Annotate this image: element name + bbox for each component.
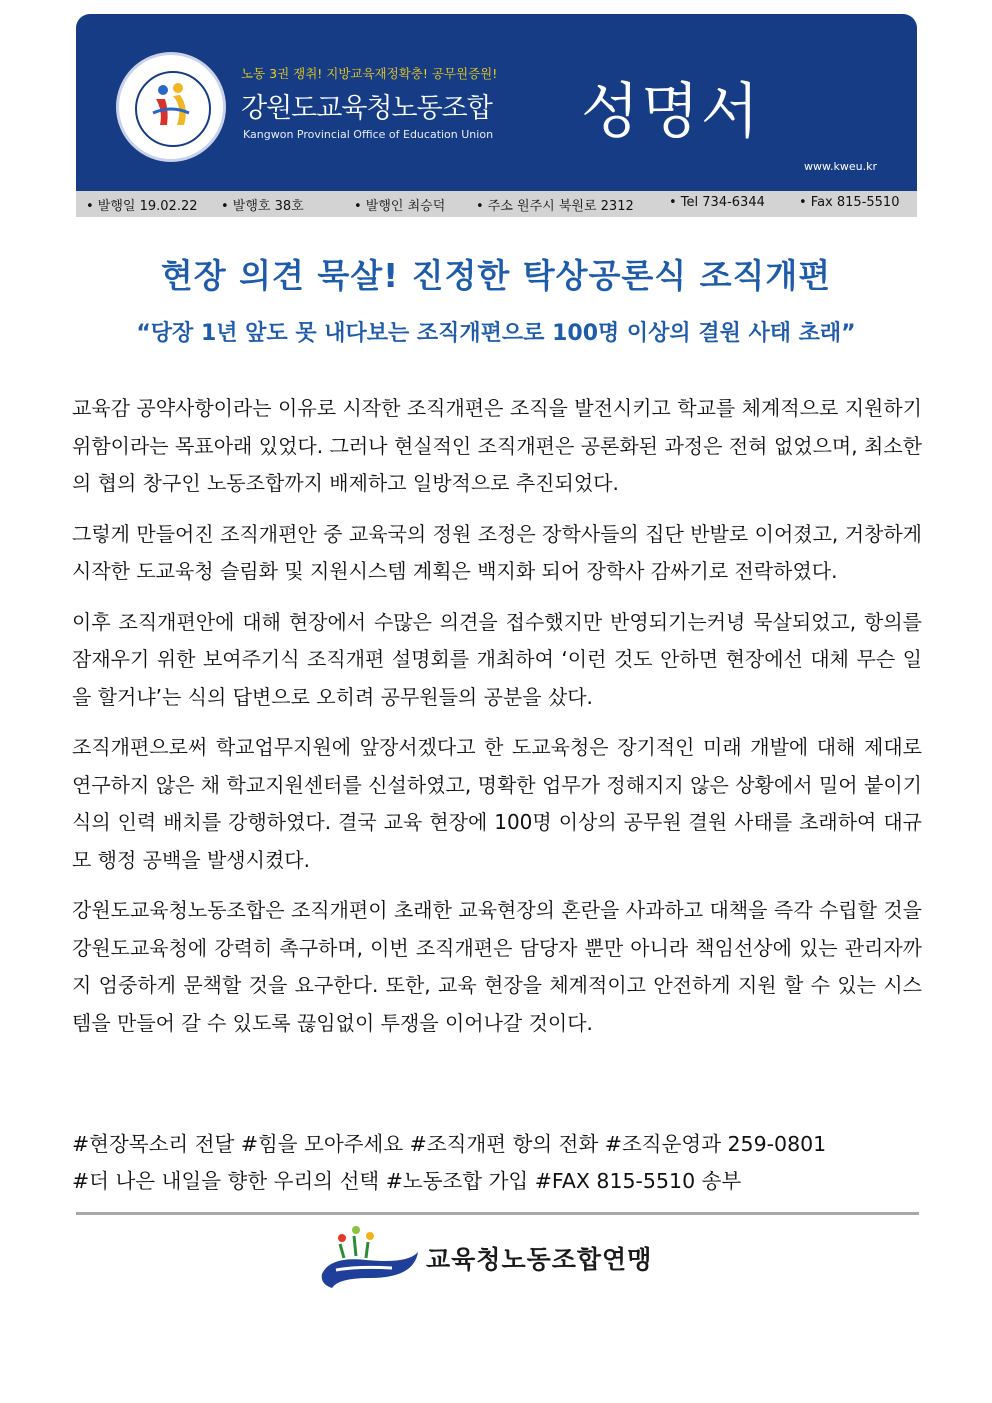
publication-info-bar — [76, 191, 917, 217]
federation-name: 교육청노동조합연맹 — [426, 1245, 653, 1274]
paragraph: 교육감 공약사항이라는 이유로 시작한 조직개편은 조직을 발전시키고 학교를 체계적으로 지원하기 위함이라는 목표아래 있었다. 그러나 현실적인 조직개편은 공론화된 과정은 전혀 없었으며, 최소한의 협의 창구인 노동조합까지 배제하고 일방적으로 추진되었다. — [72, 396, 922, 495]
paragraph: 이후 조직개편안에 대해 현장에서 수많은 의견을 접수했지만 반영되기는커녕 묵살되었고, 항의를 잠재우기 위한 보여주기식 조직개편 설명회를 개최하여 ‘이런 것도 안하면 현장에선 대체 무슨 일을 할거냐’는 식의 답변으로 오히려 공무원들의 공분을 샀다. — [72, 609, 922, 709]
paragraph: 강원도교육청노동조합은 조직개편이 초래한 교육현장의 혼란을 사과하고 대책을 즉각 수립할 것을 강원도교육청에 강력히 촉구하며, 이번 조직개편은 담당자 뿐만 아니라 책임선상에 있는 관리자까지 엄중하게 문책할 것을 요구한다. 또한, 교육 현장을 체계적이고 안전하게 지원 할 수 있는 시스템을 만들어 갈 수 있도록 끊임없이 투쟁을 이어나갈 것이다. — [72, 898, 922, 1035]
federation-logo-icon — [318, 1222, 428, 1292]
headline: 현장 의견 묵살! 진정한 탁상공론식 조직개편 — [160, 256, 832, 295]
publish-date: • 발행일 19.02.22 — [86, 199, 198, 214]
slogan: 노동 3권 쟁취! 지방교육재정확충! 공무원증원! — [241, 66, 498, 81]
footer-divider — [76, 1212, 919, 1215]
fax: • Fax 815-5510 — [799, 195, 900, 210]
hashtag-line: #더 나은 내일을 향한 우리의 선택 #노동조합 가입 #FAX 815-5510 송부 — [72, 1169, 742, 1193]
telephone: • Tel 734-6344 — [669, 195, 765, 210]
hashtag-line: #현장목소리 전달 #힘을 모아주세요 #조직개편 항의 전화 #조직운영과 259-0801 — [72, 1132, 827, 1156]
website-link[interactable]: www.kweu.kr — [804, 160, 877, 173]
people-emblem-icon — [147, 81, 195, 129]
letterhead — [76, 14, 917, 191]
union-name-english: Kangwon Provincial Office of Education Union — [243, 128, 494, 141]
paragraph: 조직개편으로써 학교업무지원에 앞장서겠다고 한 도교육청은 장기적인 미래 개발에 대해 제대로 연구하지 않은 채 학교지원센터를 신설하였고, 명확한 업무가 정해지지 않은 상황에서 밀어 붙이기 식의 인력 배치를 강행하였다. 결국 교육 현장에 100명 이상의 공무원 결원 사태를 초래하여 대규모 행정 공백을 발생시켰다. — [72, 735, 922, 872]
statement-body — [72, 390, 922, 1055]
document-type-title: 성명서 — [581, 77, 761, 147]
subheadline: “당장 1년 앞도 못 내다보는 조직개편으로 100명 이상의 결원 사태 초래” — [136, 321, 856, 346]
hashtag-block — [72, 1126, 826, 1200]
union-name: 강원도교육청노동조합 — [241, 93, 492, 124]
union-seal-logo — [116, 52, 226, 162]
issue-number: • 발행호 38호 — [221, 199, 304, 214]
publisher: • 발행인 최승덕 — [354, 199, 446, 214]
address: • 주소 원주시 북원로 2312 — [476, 199, 634, 214]
paragraph: 그렇게 만들어진 조직개편안 중 교육국의 정원 조정은 장학사들의 집단 반발로 이어졌고, 거창하게 시작한 도교육청 슬림화 및 지원시스템 계획은 백지화 되어 장학사 감싸기로 전락하였다. — [72, 521, 922, 583]
